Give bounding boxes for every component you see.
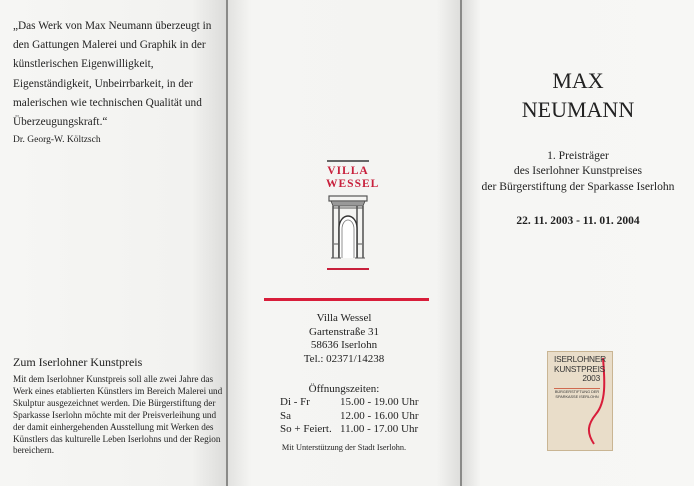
kunstpreis-badge — [547, 351, 613, 451]
badge-year: 2003 — [582, 373, 600, 383]
badge-small1: BÜRGERSTIFTUNG DER — [554, 390, 600, 394]
logo-line2: WESSEL — [326, 178, 380, 190]
hours-days: Di - Fr — [280, 396, 310, 408]
hours-days: Sa — [280, 409, 291, 422]
arch-icon — [326, 194, 370, 260]
left-panel — [0, 0, 226, 486]
hours-days: So + Feiert. — [280, 423, 332, 436]
hours-row — [280, 423, 419, 437]
exhibition-dates: 22. 11. 2003 - 11. 01. 2004 — [516, 215, 640, 227]
hours-time: 11.00 - 17.00 Uhr — [340, 423, 419, 436]
badge-small2: SPARKASSE ISERLOHN — [555, 395, 599, 399]
support-note: Mit Unterstützung der Stadt Iserlohn. — [281, 443, 407, 452]
address-phone: Tel.: 02371/14238 — [303, 352, 385, 365]
title-line1: MAX — [552, 68, 604, 93]
address-name: Villa Wessel — [316, 312, 372, 324]
subtitle-line: der Bürgerstiftung der Sparkasse Iserlohn — [481, 179, 675, 193]
subtitle-line: des Iserlohner Kunstpreises — [513, 164, 643, 178]
kunstpreis-text: Mit dem Iserlohner Kunstpreis soll alle zwei Jahre das Werk eines etablierten Künstlers im Bereich Malerei und Skulptur ausgezeichnet werden. Die Bürgerstiftung der Sparkasse Iserlohn möchte mit der Preisverleihung und der damit einhergehenden Ausstellung mit Werken des Künstlers das kulturelle Leben Iserlohns und der Region bereichern. — [13, 374, 223, 456]
address-street: Gartenstraße 31 — [309, 325, 379, 338]
address-city: 58636 Iserlohn — [310, 339, 378, 352]
title-line2: NEUMANN — [521, 97, 635, 122]
hours-row — [280, 410, 419, 424]
badge-line1: ISERLOHNER — [554, 354, 606, 364]
villa-wessel-logo — [326, 160, 380, 270]
right-panel — [462, 0, 694, 486]
subtitle — [462, 148, 694, 194]
red-divider — [264, 298, 429, 301]
quote-text: „Das Werk von Max Neumann überzeugt in den Gattungen Malerei und Graphik in der künstlerischen Eigenwilligkeit, Eigenständigkeit, Unbeirrbarkeit, in der malerischen wie technischen Qualität und Überzeugungskraft.“ — [13, 20, 212, 129]
hours-title: Öffnungszeiten: — [308, 383, 380, 395]
hours-time: 15.00 - 19.00 Uhr — [340, 396, 419, 408]
middle-panel — [228, 0, 460, 486]
quote-author: Dr. Georg-W. Költzsch — [13, 135, 101, 146]
badge-line2: KUNSTPREIS — [554, 363, 606, 374]
logo-line1: VILLA — [327, 165, 369, 177]
quote — [13, 17, 223, 148]
subtitle-line: 1. Preisträger — [547, 149, 609, 162]
artist-title — [462, 66, 694, 124]
hours-time: 12.00 - 16.00 Uhr — [340, 409, 419, 422]
opening-hours — [280, 396, 419, 437]
hours-row — [280, 396, 419, 410]
kunstpreis-heading: Zum Iserlohner Kunstpreis — [13, 355, 143, 369]
address — [228, 312, 460, 366]
